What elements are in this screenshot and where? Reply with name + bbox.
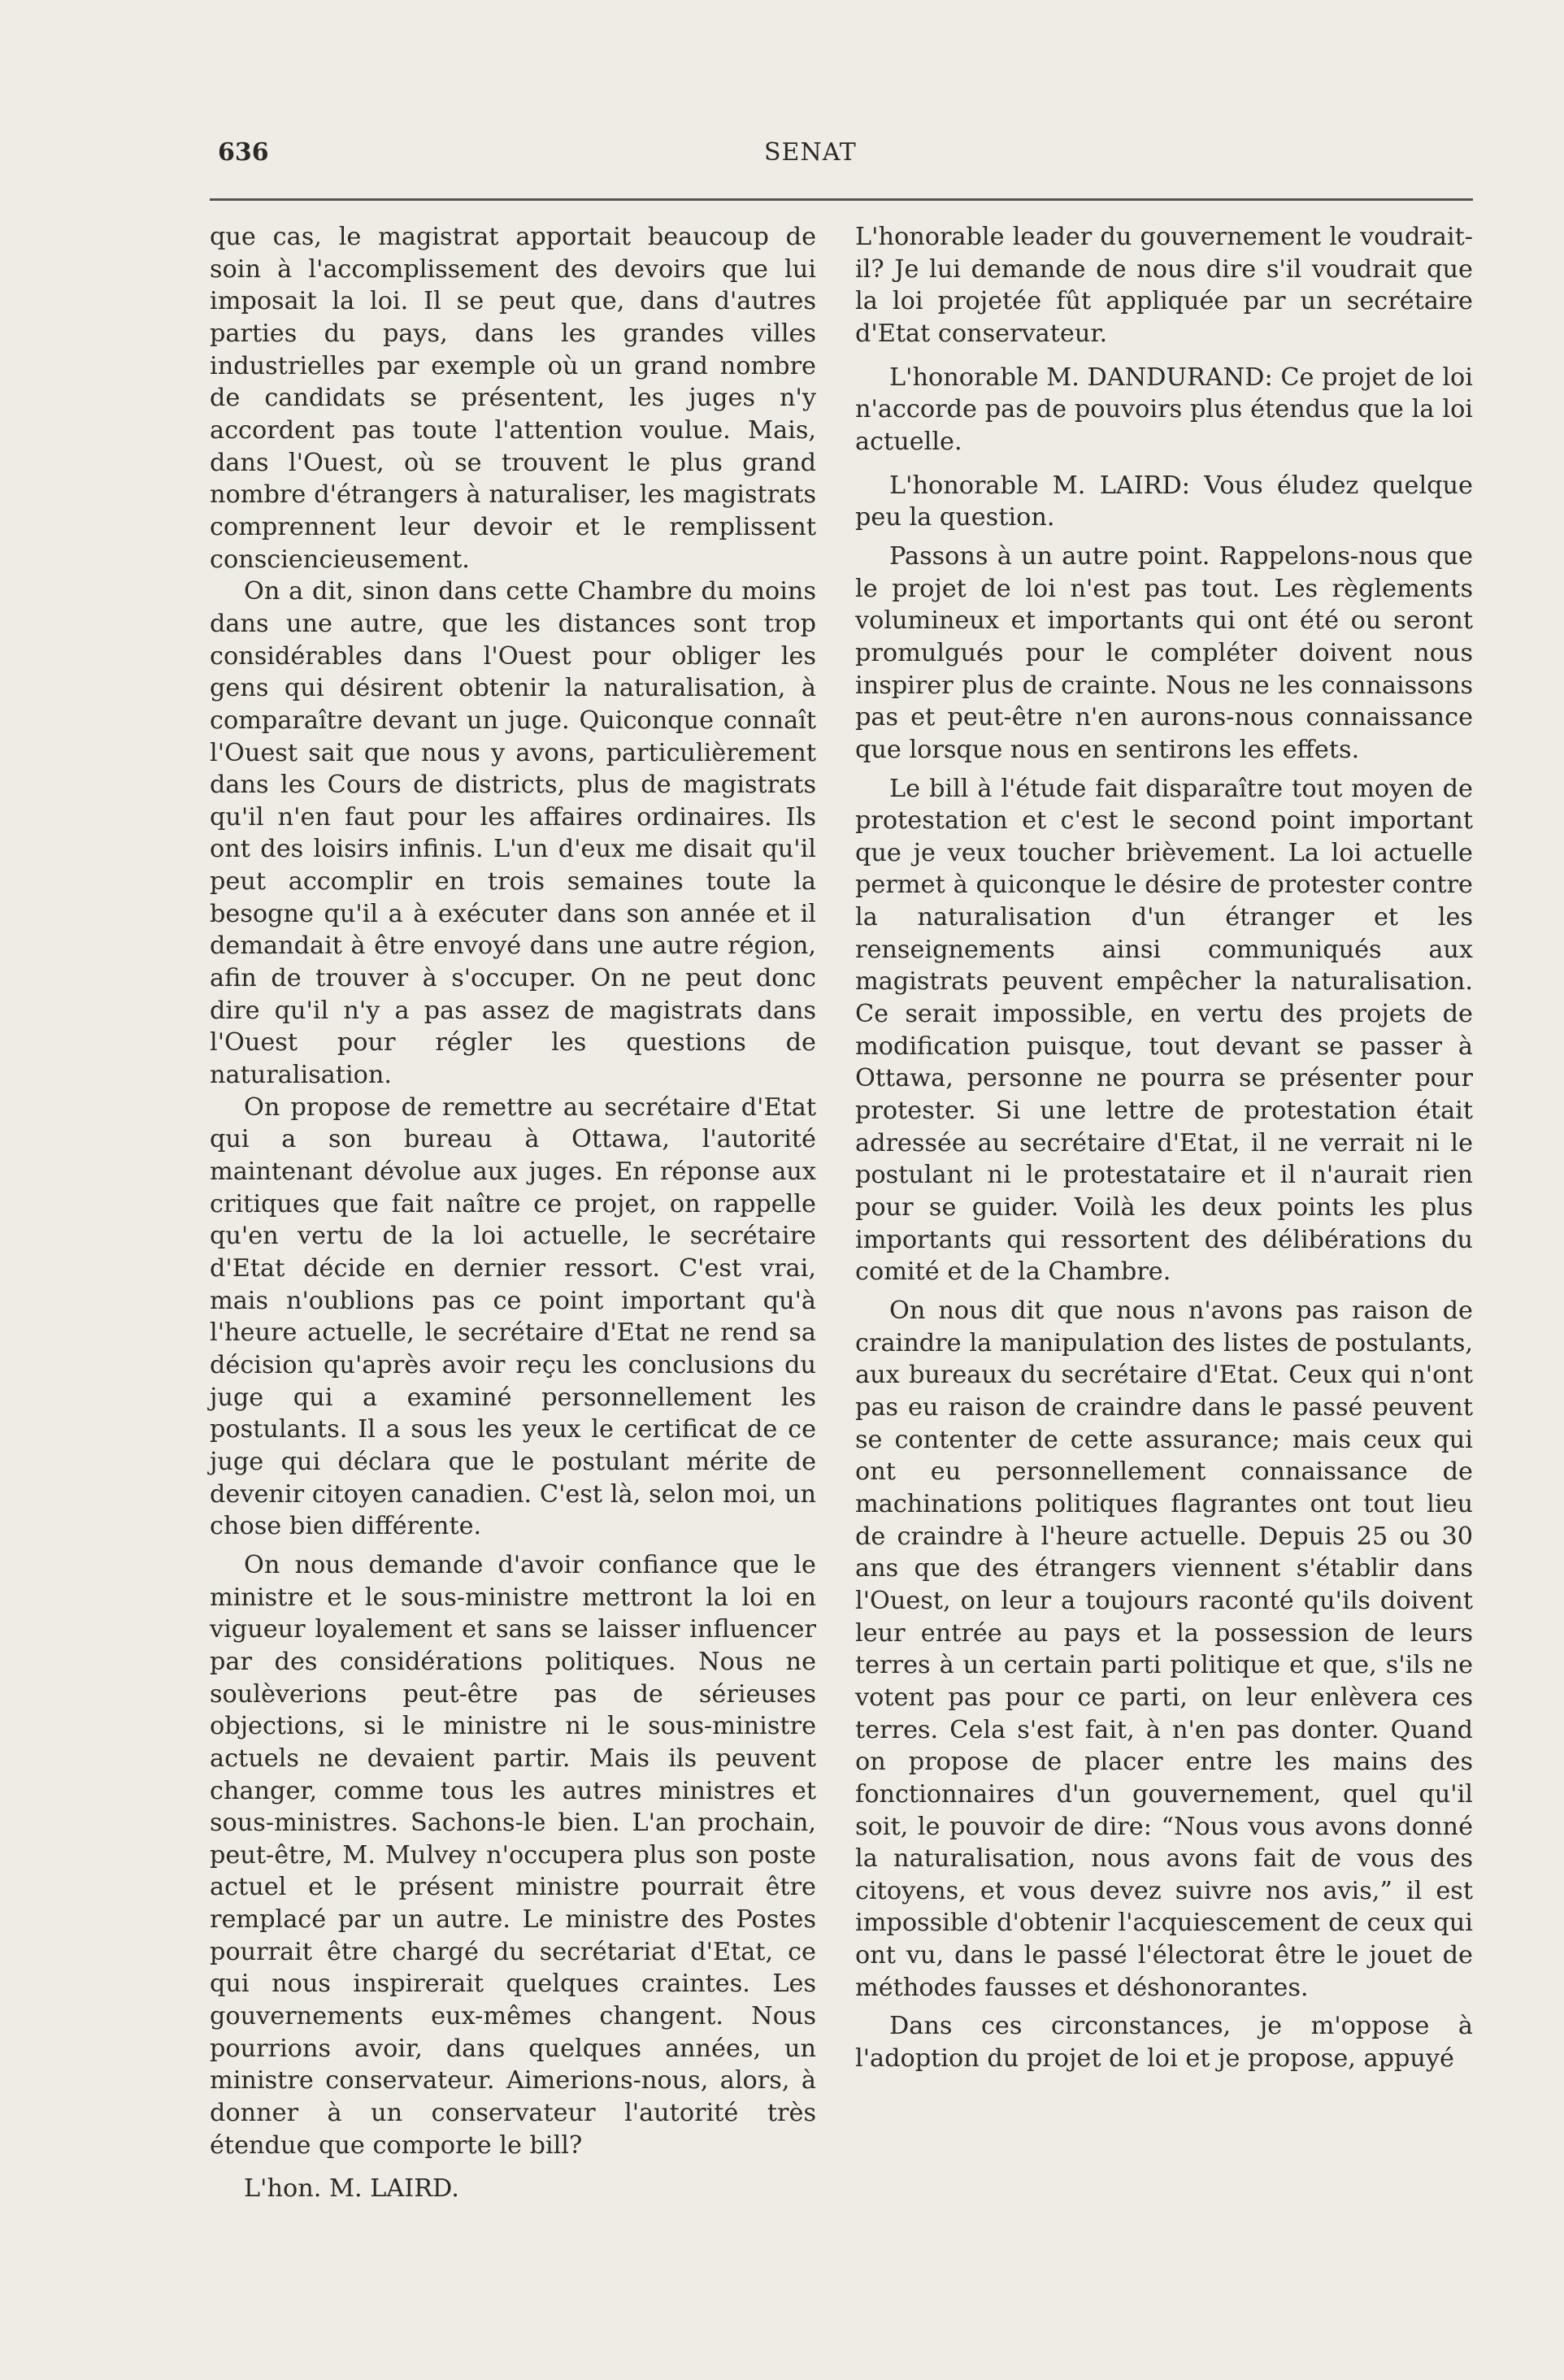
header-rule — [210, 198, 1473, 201]
paragraph: Le bill à l'étude fait disparaître tout moyen de protestation et c'est le second point important que je veux toucher brièvement. La loi actuelle permet à quiconque le désire de protester contre la naturalisation d'un étranger et les renseignements ainsi communiqués aux magistrats peuvent empêcher la naturalisation. Ce serait impossible, en vertu des projets de modification puisque, tout devant se passer à Ottawa, personne ne pourra se présenter pour protester. Si une lettre de protestation était adressée au secrétaire d'Etat, il ne verrait ni le postulant ni le protestataire et il n'aurait rien pour se guider. Voilà les deux points les plus importants qui ressortent des délibérations du comité et de la Chambre. — [855, 774, 1473, 1287]
paragraph: Passons à un autre point. Rappelons-nous que le projet de loi n'est pas tout. Les règlements volumineux et importants qui ont été ou seront promulgués pour le compléter doivent nous inspirer plus de crainte. Nous ne les connaissons pas et peut-être n'en aurons-nous connaissance que lorsque nous en sentirons les effets. — [855, 541, 1473, 764]
paragraph: que cas, le magistrat apportait beaucoup de soin à l'accomplissement des devoirs que lui imposait la loi. Il se peut que, dans d'autres parties du pays, dans les grandes villes industrielles par exemple où un grand nombre de candidats se présentent, les juges n'y accordent pas toute l'attention voulue. Mais, dans l'Ouest, où se trouvent le plus grand nombre d'étrangers à naturaliser, les magistrats comprennent leur devoir et le remplissent consciencieusement. — [210, 223, 816, 574]
right-column — [855, 221, 1473, 2075]
speaker-attribution: L'hon. M. LAIRD. — [244, 2174, 459, 2204]
left-column — [210, 221, 816, 2205]
paragraph: On propose de remettre au secrétaire d'Etat qui a son bureau à Ottawa, l'autorité maintenant dévolue aux juges. En réponse aux critiques que fait naître ce projet, on rappelle qu'en vertu de la loi actuelle, le secrétaire d'Etat décide en dernier ressort. C'est vrai, mais n'oublions pas ce point important qu'à l'heure actuelle, le secrétaire d'Etat ne rend sa décision qu'après avoir reçu les conclusions du juge qui a examiné personnellement les postulants. Il a sous les yeux le certificat de ce juge qui déclara que le postulant mérite de devenir citoyen canadien. C'est là, selon moi, un chose bien différente. — [210, 1092, 816, 1541]
running-head: SENAT — [764, 138, 857, 167]
paragraph: L'honorable leader du gouvernement le voudrait-il? Je lui demande de nous dire s'il voudrait que la loi projetée fût appliquée par un secrétaire d'Etat conservateur. — [855, 223, 1473, 348]
paragraph: On a dit, sinon dans cette Chambre du moins dans une autre, que les distances sont trop considérables dans l'Ouest pour obliger les gens qui désirent obtenir la naturalisation, à comparaître devant un juge. Quiconque connaît l'Ouest sait que nous y avons, particulièrement dans les Cours de districts, plus de magistrats qu'il n'en faut pour les affaires ordinaires. Ils ont des loisirs infinis. L'un d'eux me disait qu'il peut accomplir en trois semaines toute la besogne qu'il a à exécuter dans son année et il demandait à être envoyé dans une autre région, afin de trouver à s'occuper. On ne peut donc dire qu'il n'y a pas assez de magistrats dans l'Ouest pour régler les questions de naturalisation. — [210, 577, 816, 1090]
paragraph: On nous dit que nous n'avons pas raison de craindre la manipulation des listes de postulants, aux bureaux du secrétaire d'Etat. Ceux qui n'ont pas eu raison de craindre dans le passé peuvent se contenter de cette assurance; mais ceux qui ont eu personnellement connaissance de machinations politiques flagrantes ont tout lieu de craindre à l'heure actuelle. Depuis 25 ou 30 ans que des étrangers viennent s'établir dans l'Ouest, on leur a toujours raconté qu'ils doivent leur entrée au pays et la possession de leurs terres à un certain parti politique et que, s'ils ne votent pas pour ce parti, on leur enlèvera ces terres. Cela s'est fait, à n'en pas donter. Quand on propose de placer entre les mains des fonctionnaires d'un gouvernement, quel qu'il soit, le pouvoir de dire: “Nous vous avons donné la naturalisation, nous avons fait de vous des citoyens, et vous devez suivre nos avis,” il est impossible d'obtenir l'acquiescement de ceux qui ont vu, dans le passé l'électorat être le jouet de méthodes fausses et déshonorantes. — [855, 1296, 1473, 2002]
paragraph: On nous demande d'avoir confiance que le ministre et le sous-ministre mettront la loi en vigueur loyalement et sans se laisser influencer par des considérations politiques. Nous ne soulèverions peut-être pas de sérieuses objections, si le ministre ni le sous-ministre actuels ne devaient partir. Mais ils peuvent changer, comme tous les autres ministres et sous-ministres. Sachons-le bien. L'an prochain, peut-être, M. Mulvey n'occupera plus son poste actuel et le présent ministre pourrait être remplacé par un autre. Le ministre des Postes pourrait être chargé du secrétariat d'Etat, ce qui nous inspirerait quelques craintes. Les gouvernements eux-mêmes changent. Nous pourrions avoir, dans quelques années, un ministre conservateur. Aimerions-nous, alors, à donner à un conservateur l'autorité très étendue que comporte le bill? — [210, 1550, 816, 2160]
page-number: 636 — [218, 138, 269, 167]
paragraph: L'honorable M. LAIRD: Vous éludez quelque peu la question. — [855, 471, 1473, 532]
paragraph: L'honorable M. DANDURAND: Ce projet de loi n'accorde pas de pouvoirs plus étendus que la loi actuelle. — [855, 363, 1473, 456]
paragraph: Dans ces circonstances, je m'oppose à l'adoption du projet de loi et je propose, appuyé — [855, 2012, 1473, 2074]
